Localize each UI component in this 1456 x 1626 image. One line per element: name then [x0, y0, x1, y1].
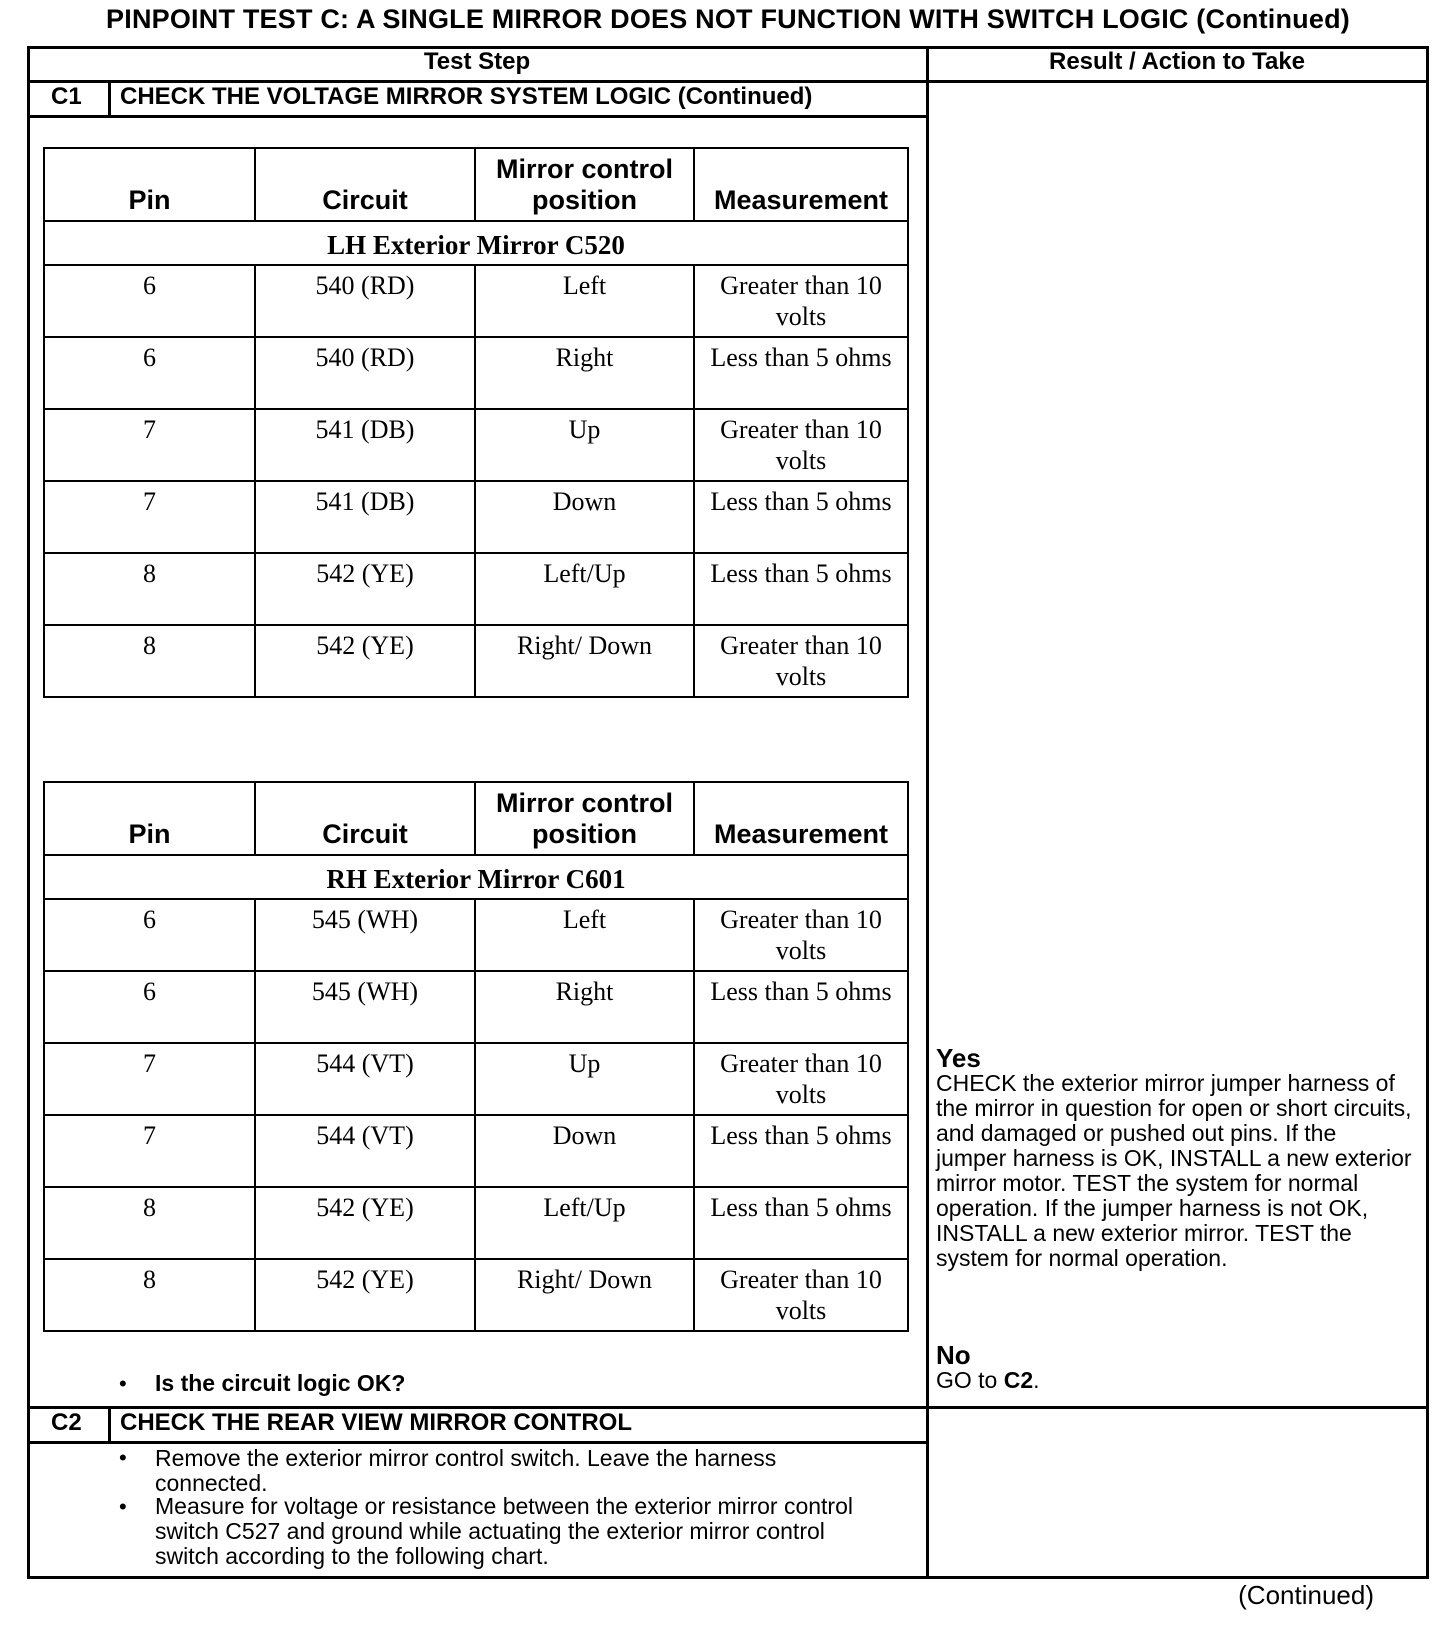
- cell-measurement: Greater than 10 volts: [694, 265, 908, 337]
- no-prefix: GO to: [936, 1367, 1004, 1393]
- no-label: No: [936, 1340, 971, 1370]
- test-table-frame: [27, 46, 1429, 1579]
- cell-position: Right: [475, 971, 694, 1043]
- yes-text: CHECK the exterior mirror jumper harness of the mirror in question for open or short circuits, and damaged or pushed out pins. If the jumper harness is OK, INSTALL a new exterior mirror motor. TEST the system for normal operation. If the jumper harness is not OK, INSTALL a new exterior mirror. TEST the system for normal operation.: [936, 1070, 1412, 1271]
- c2-id-divider: [108, 1406, 111, 1443]
- cell-circuit: 542 (YE): [255, 625, 475, 697]
- c2-title-divider: [27, 1441, 928, 1444]
- col-header-position: Mirror control position: [475, 148, 694, 221]
- step-c2-id: C2: [51, 1409, 82, 1436]
- frame-bottom-border: [27, 1576, 1429, 1579]
- table-row: [44, 553, 908, 625]
- c1-no-result: [936, 1340, 1412, 1393]
- table-row: [44, 1043, 908, 1115]
- header-result: Result / Action to Take: [1048, 48, 1306, 75]
- cell-measurement: Greater than 10 volts: [694, 1043, 908, 1115]
- cell-pin: 8: [44, 625, 255, 697]
- cell-circuit: 544 (VT): [255, 1043, 475, 1115]
- col-header-pin: Pin: [44, 782, 255, 855]
- cell-position: Down: [475, 1115, 694, 1187]
- cell-circuit: 544 (VT): [255, 1115, 475, 1187]
- col-header-circuit: Circuit: [255, 148, 475, 221]
- col-header-position: Mirror control position: [475, 782, 694, 855]
- cell-circuit: 542 (YE): [255, 553, 475, 625]
- cell-pin: 8: [44, 1187, 255, 1259]
- col-header-pin: Pin: [44, 148, 255, 221]
- cell-position: Up: [475, 409, 694, 481]
- cell-position: Up: [475, 1043, 694, 1115]
- cell-circuit: 545 (WH): [255, 971, 475, 1043]
- rh-section-title: RH Exterior Mirror C601: [44, 855, 908, 899]
- bullet-marker: •: [119, 1494, 127, 1519]
- cell-pin: 6: [44, 971, 255, 1043]
- lh-section-title: LH Exterior Mirror C520: [44, 221, 908, 265]
- col-header-circuit: Circuit: [255, 782, 475, 855]
- yes-label: Yes: [936, 1043, 981, 1073]
- step-c1-id: C1: [51, 83, 82, 110]
- cell-circuit: 541 (DB): [255, 481, 475, 553]
- c2-bullet-2: Measure for voltage or resistance between the exterior mirror control switch C527 and ground while actuating the exterior mirror control switch according to the following chart.: [155, 1493, 853, 1569]
- cell-pin: 6: [44, 265, 255, 337]
- frame-left-border: [27, 46, 30, 1579]
- cell-measurement: Greater than 10 volts: [694, 899, 908, 971]
- lh-mirror-table: [43, 147, 909, 698]
- table-row: [44, 481, 908, 553]
- cell-circuit: 541 (DB): [255, 409, 475, 481]
- cell-pin: 6: [44, 899, 255, 971]
- page-title: PINPOINT TEST C: A SINGLE MIRROR DOES NOT FUNCTION WITH SWITCH LOGIC (Continued): [106, 4, 1350, 34]
- table-row: [44, 899, 908, 971]
- col-header-measurement: Measurement: [694, 782, 908, 855]
- cell-measurement: Less than 5 ohms: [694, 337, 908, 409]
- cell-measurement: Greater than 10 volts: [694, 1259, 908, 1331]
- cell-pin: 8: [44, 1259, 255, 1331]
- no-target-link[interactable]: C2: [1003, 1367, 1034, 1393]
- cell-pin: 8: [44, 553, 255, 625]
- cell-circuit: 540 (RD): [255, 337, 475, 409]
- no-text: [936, 1368, 1412, 1393]
- cell-position: Down: [475, 481, 694, 553]
- cell-position: Left/Up: [475, 1187, 694, 1259]
- cell-position: Right/ Down: [475, 625, 694, 697]
- table-row: [44, 409, 908, 481]
- table-row: [44, 1187, 908, 1259]
- cell-measurement: Less than 5 ohms: [694, 971, 908, 1043]
- step-c1-title: CHECK THE VOLTAGE MIRROR SYSTEM LOGIC (Continued): [120, 83, 813, 110]
- cell-pin: 7: [44, 409, 255, 481]
- no-suffix: .: [1033, 1367, 1040, 1393]
- table-row: [44, 1115, 908, 1187]
- frame-right-border: [1426, 46, 1429, 1579]
- table-row: [44, 265, 908, 337]
- cell-measurement: Greater than 10 volts: [694, 625, 908, 697]
- rh-mirror-table: [43, 781, 909, 1332]
- cell-position: Left: [475, 265, 694, 337]
- bullet-marker: •: [119, 1445, 127, 1470]
- table-row: [44, 1259, 908, 1331]
- c1-yes-result: [906, 1043, 1412, 1271]
- cell-pin: 7: [44, 1115, 255, 1187]
- continued-footer: (Continued): [1238, 1580, 1374, 1610]
- bullet-marker: •: [119, 1371, 127, 1396]
- cell-measurement: Greater than 10 volts: [694, 409, 908, 481]
- cell-position: Right: [475, 337, 694, 409]
- cell-measurement: Less than 5 ohms: [694, 1115, 908, 1187]
- cell-position: Left: [475, 899, 694, 971]
- table-row: [44, 337, 908, 409]
- cell-circuit: 545 (WH): [255, 899, 475, 971]
- cell-circuit: 542 (YE): [255, 1259, 475, 1331]
- cell-pin: 7: [44, 481, 255, 553]
- c1-id-divider: [108, 80, 111, 117]
- table-row: [44, 971, 908, 1043]
- cell-pin: 7: [44, 1043, 255, 1115]
- c2-bullet-1: Remove the exterior mirror control switch. Leave the harness connected.: [155, 1445, 777, 1496]
- c1-question: Is the circuit logic OK?: [155, 1370, 406, 1396]
- col-header-measurement: Measurement: [694, 148, 908, 221]
- step-c2-title: CHECK THE REAR VIEW MIRROR CONTROL: [120, 1409, 632, 1436]
- header-test-step: Test Step: [423, 48, 531, 75]
- cell-circuit: 540 (RD): [255, 265, 475, 337]
- table-row: [44, 625, 908, 697]
- c1-title-divider: [27, 115, 928, 118]
- cell-pin: 6: [44, 337, 255, 409]
- cell-circuit: 542 (YE): [255, 1187, 475, 1259]
- cell-position: Right/ Down: [475, 1259, 694, 1331]
- cell-position: Left/Up: [475, 553, 694, 625]
- column-divider: [926, 46, 929, 1579]
- cell-measurement: Less than 5 ohms: [694, 1187, 908, 1259]
- cell-measurement: Less than 5 ohms: [694, 481, 908, 553]
- cell-measurement: Less than 5 ohms: [694, 553, 908, 625]
